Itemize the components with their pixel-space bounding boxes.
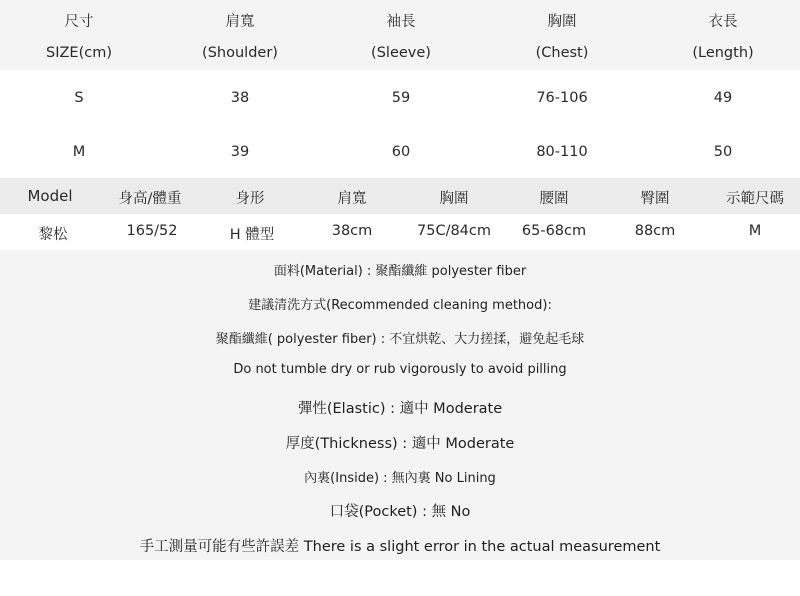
size-s-shoulder: 38: [230, 90, 250, 106]
model-header-model: Model: [27, 187, 73, 205]
elastic-line: 彈性(Elastic) : 適中 Moderate: [297, 401, 503, 417]
model-header-hip: 臀圍: [640, 191, 670, 207]
header-zh-shoulder: 肩寬: [225, 14, 255, 30]
size-m-label: M: [72, 144, 86, 160]
size-m-sleeve: 60: [391, 144, 411, 160]
header-en-chest: (Chest): [535, 45, 589, 61]
inside-lining-line: 內裏(Inside) : 無內裏 No Lining: [304, 471, 496, 486]
header-en-size: SIZE(cm): [46, 45, 112, 61]
header-en-sleeve: (Sleeve): [371, 45, 431, 61]
model-header-chest: 胸圍: [439, 191, 469, 207]
model-body-shape: H 體型: [229, 227, 275, 243]
model-header-body-shape: 身形: [235, 191, 265, 207]
cleaning-method-title: 建議清洗方式(Recommended cleaning method):: [248, 298, 552, 313]
header-zh-size: 尺寸: [64, 14, 94, 30]
cleaning-instruction-en: Do not tumble dry or rub vigorously to avoid pilling: [233, 362, 567, 377]
header-zh-chest: 胸圍: [547, 14, 577, 30]
header-en-shoulder: (Shoulder): [202, 45, 278, 61]
header-en-length: (Length): [692, 45, 754, 61]
model-header-shoulder: 肩寬: [337, 191, 367, 207]
size-chart-header: [0, 0, 800, 70]
model-header-waist: 腰圍: [539, 191, 569, 207]
model-shoulder: 38cm: [331, 223, 373, 239]
header-zh-length: 衣長: [708, 14, 738, 30]
model-table-header: [0, 178, 800, 214]
fabric-info-section: [0, 250, 800, 560]
size-s-length: 49: [713, 90, 733, 106]
model-hip: 88cm: [634, 223, 676, 239]
size-m-chest: 80-110: [536, 144, 588, 160]
cleaning-instruction-zh: 聚酯纖維( polyester fiber) : 不宜烘乾、大力搓揉，避免起毛球: [215, 332, 585, 347]
header-zh-sleeve: 袖長: [386, 14, 416, 30]
size-s-chest: 76-106: [536, 90, 588, 106]
size-s-sleeve: 59: [391, 90, 411, 106]
model-header-height-weight: 身高/體重: [118, 191, 182, 207]
pocket-line: 口袋(Pocket) : 無 No: [329, 504, 471, 520]
model-header-demo-size: 示範尺碼: [726, 191, 784, 207]
model-demo-size: M: [748, 223, 762, 239]
model-height-weight: 165/52: [126, 223, 178, 239]
model-name: 黎松: [38, 227, 68, 243]
size-m-shoulder: 39: [230, 144, 250, 160]
size-m-length: 50: [713, 144, 733, 160]
model-chest: 75C/84cm: [416, 223, 492, 239]
thickness-line: 厚度(Thickness) : 適中 Moderate: [285, 436, 515, 452]
size-s-label: S: [74, 90, 84, 106]
model-waist: 65-68cm: [521, 223, 587, 239]
model-table-row: [0, 214, 800, 250]
material-line: 面料(Material) : 聚酯纖維 polyester fiber: [273, 264, 527, 279]
measurement-note: 手工測量可能有些許誤差 There is a slight error in the actual measurement: [139, 539, 661, 555]
size-chart-body: [0, 70, 800, 178]
